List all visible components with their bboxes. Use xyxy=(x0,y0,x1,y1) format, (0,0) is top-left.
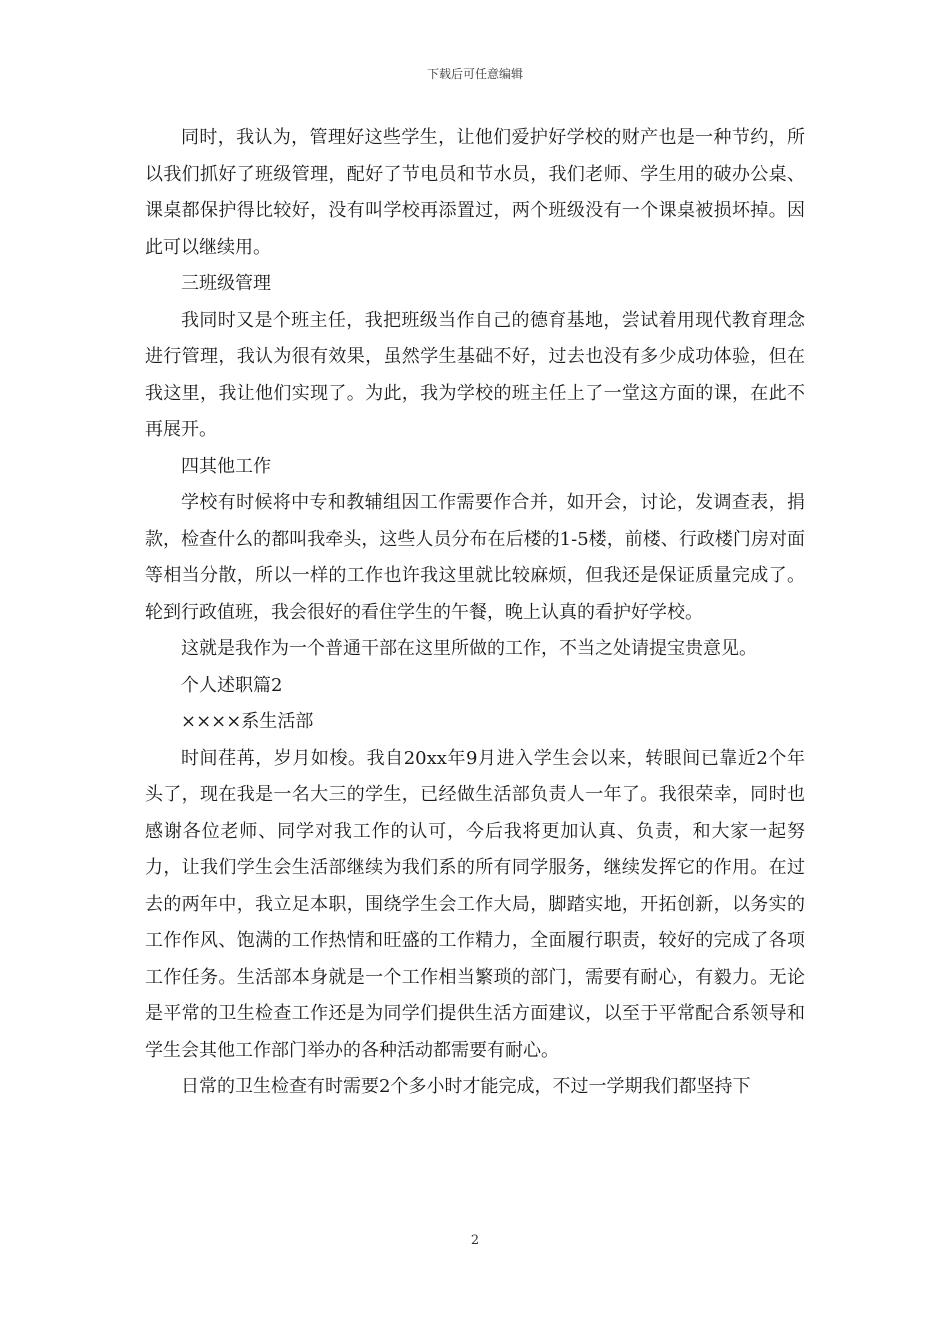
heading-other-work: 四其他工作 xyxy=(181,455,271,477)
page-number: 2 xyxy=(470,1233,480,1248)
document-body xyxy=(145,120,805,1106)
paragraph-savings: 同时，我认为，管理好这些学生，让他们爱护好学校的财产也是一种节约，所以我们抓好了班级管理，配好了节电员和节水员，我们老师、学生用的破办公桌、课桌都保护得比较好，没有叫学校再添置过，两个班级没有一个课桌被损坏掉。因此可以继续用。 xyxy=(145,127,805,258)
paragraph-hygiene-check: 日常的卫生检查有时需要2个多小时才能完成，不过一学期我们都坚持下 xyxy=(181,1076,751,1097)
heading-department: ××××系生活部 xyxy=(181,711,314,732)
paragraph-class-management: 我同时又是个班主任，我把班级当作自己的德育基地，尝试着用现代教育理念进行管理，我认为很有效果，虽然学生基础不好，过去也没有多少成功体验，但在我这里，我让他们实现了。为此，我为学校的班主任上了一堂这方面的课，在此不再展开。 xyxy=(145,309,805,440)
heading-report-2: 个人述职篇2 xyxy=(181,674,283,696)
paragraph-student-union: 时间荏苒，岁月如梭。我自20xx年9月进入学生会以来，转眼间已靠近2个年头了，现在我是一名大三的学生，已经做生活部负责人一年了。我很荣幸，同时也感谢各位老师、同学对我工作的认可，今后我将更加认真、负责，和大家一起努力，让我们学生会生活部继续为我们系的所有同学服务，继续发挥它的作用。在过去的两年中，我立足本职，围绕学生会工作大局，脚踏实地，开拓创新，以务实的工作作风、饱满的工作热情和旺盛的工作精力，全面履行职责，较好的完成了各项工作任务。生活部本身就是一个工作相当繁琐的部门，需要有耐心，有毅力。无论是平常的卫生检查工作还是为同学们提供生活方面建议，以至于平常配合系领导和学生会其他工作部门举办的各种活动都需要有耐心。 xyxy=(145,747,805,1061)
heading-class-management: 三班级管理 xyxy=(181,273,271,294)
page-header: 下载后可任意编辑 xyxy=(426,67,523,81)
paragraph-other-work: 学校有时候将中专和教辅组因工作需要作合并，如开会，讨论，发调查表，捐款，检查什么的都叫我牵头，这些人员分布在后楼的1-5楼，前楼、行政楼门房对面等相当分散，所以一样的工作也许我这里就比较麻烦，但我还是保证质量完成了。轮到行政值班，我会很好的看住学生的午餐，晚上认真的看护好学校。 xyxy=(145,492,805,623)
paragraph-closing: 这就是我作为一个普通干部在这里所做的工作，不当之处请提宝贵意见。 xyxy=(181,638,757,659)
